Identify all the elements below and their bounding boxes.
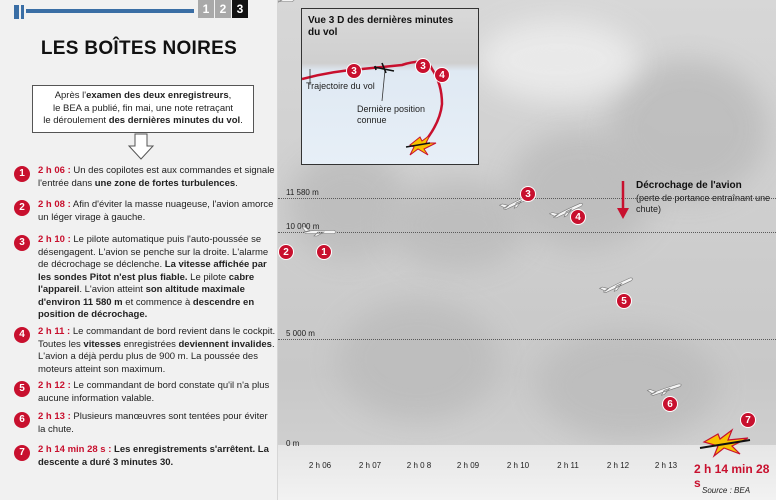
time-tick-label: 2 h 09 [456,461,480,470]
entry-text-part: enregistrées [120,338,179,350]
entry-text-part: Le pilote automatique puis l'auto-poussée se désengagent. L'avion se penche sur la droite. L'alarme de décrochage se déclenche. [38,234,269,270]
stall-sublabel: (perte de portance entraînant une chute) [636,193,771,214]
inset-title: Vue 3 D des dernières minutes du vol [308,15,454,38]
topbar-accent [14,5,19,19]
entry-text [38,234,276,322]
intro-text: . [240,115,243,126]
entry-text-part: . [235,177,238,189]
trajectory-label: Trajectoire du vol [306,81,375,91]
intro-text: le BEA a publié, fin mai, une note retraçant [52,102,234,114]
entry-text-part: Afin d'éviter la masse nuageuse, l'avion amorce un léger virage à gauche. [38,199,274,223]
plane-number-badge: 6 [662,396,678,412]
plane-icon [600,274,635,297]
entry-text [38,380,276,405]
intro-box [32,85,254,133]
plane-number-badge: 1 [316,244,332,260]
entry-time: 2 h 14 min 28 s : [38,444,112,455]
last-position-label: Dernière position connue [357,104,426,125]
timeline-entry [14,199,276,224]
altitude-label: 11 580 m [286,188,319,197]
entry-text-part: . L'avion a déjà perdu plus de 900 m. La poussée des moteurs atteint son maximum. [38,338,275,375]
time-tick-label: 2 h 0 8 [406,461,432,470]
intro-text: , [228,90,232,101]
chart-panel [278,0,776,500]
page-title: LES BOÎTES NOIRES [40,38,238,59]
plane-icon [278,0,294,4]
entry-number-badge: 7 [14,445,30,461]
entry-text [38,326,276,376]
left-panel [0,0,278,500]
entry-text-part: Le commandant de bord constate qu'il n'a plus aucune information valable. [38,380,270,404]
altitude-label: 0 m [286,439,300,448]
entry-text-bold: descendre en position de décrochage. [38,296,255,320]
entry-text [38,165,276,190]
entry-text-bold: La vitesse affichée par les sondes Pitot n'est plus fiable. [38,259,267,283]
entry-text-part: et commence à [122,296,193,308]
time-tick-label: 2 h 10 [506,461,530,470]
plane-number-badge: 5 [616,293,632,309]
timeline-entry [14,234,276,322]
intro-text: Après l' [54,90,87,101]
plane-number-badge: 3 [520,186,536,202]
intro-text-bold: des dernières minutes du vol [108,115,241,126]
crash-explosion-icon [698,428,758,458]
entry-text-part: Plusieurs manœuvres sont tentées pour éviter la chute. [38,411,268,435]
entry-text-bold: vitesses [83,338,121,350]
entry-number-badge: 6 [14,412,30,428]
inset-marker: 3 [415,58,431,74]
entry-text-part: Le commandant de bord revient dans le cockpit. Toutes les [38,326,276,350]
entry-text [38,199,276,224]
inset-marker: 4 [434,67,450,83]
entry-time: 2 h 13 : [38,411,71,422]
entry-time: 2 h 06 : [38,165,71,176]
time-tick-label: 2 h 11 [557,461,579,470]
entry-text [38,444,276,469]
time-tick-label: 2 h 07 [358,461,382,470]
entry-number-badge: 5 [14,381,30,397]
plane-number-badge: 4 [570,209,586,225]
timeline-entry [14,380,276,405]
page-button-3[interactable]: 3 [232,0,248,18]
time-tick-label: 2 h 13 [654,461,678,470]
intro-text: le déroulement [43,115,109,126]
source-credit: Source : BEA [702,486,751,495]
intro-text-bold: examen des deux enregistreurs [86,90,229,101]
altitude-label: 5 000 m [286,329,315,338]
topbar-line [26,9,194,13]
entry-time: 2 h 08 : [38,199,71,210]
entry-text-part: Un des copilotes est aux commandes et signale l'entrée dans [38,165,275,189]
stall-label: Décrochage de l'avion [636,180,742,191]
final-time: 2 h 14 min 28 s [694,462,770,490]
plane-number-badge: 7 [740,412,756,428]
entry-number-badge: 1 [14,166,30,182]
altitude-label: 10 000 m [286,222,320,231]
plane-number-badge: 2 [278,244,294,260]
timeline-entry [14,326,276,376]
plane-icon [647,380,682,399]
timeline-entry [14,444,276,469]
entry-time: 2 h 10 : [38,234,71,245]
entry-text-part: Le pilote [187,271,229,283]
page-button-2[interactable]: 2 [215,0,231,18]
entry-number-badge: 2 [14,200,30,216]
entry-text-part: . L'avion atteint [79,284,146,295]
time-tick-label: 2 h 12 [606,461,630,470]
stall-arrow-icon [616,180,630,220]
plane-icon [302,227,336,236]
page-button-1[interactable]: 1 [198,0,214,18]
topbar-accent-secondary [21,5,24,19]
timeline-entry [14,411,276,436]
inset-marker: 3 [346,63,362,79]
entry-text-bold: son altitude maximale d'environ 11 580 m [38,284,245,308]
entry-text-bold: une zone de fortes turbulences [94,177,236,189]
entry-time: 2 h 11 : [38,326,71,337]
timeline-entry [14,165,276,190]
entry-text-bold: Les enregistrements s'arrêtent. La descente a duré 3 minutes 30. [38,444,269,468]
entry-number-badge: 4 [14,327,30,343]
entry-text-bold: cabre l'appareil [38,271,255,295]
entry-text-bold: deviennent invalides [178,338,272,350]
inset-3d-view [301,8,479,165]
entry-number-badge: 3 [14,235,30,251]
entry-time: 2 h 12 : [38,380,71,391]
entry-text [38,411,276,436]
arrow-down-icon [127,133,155,161]
time-tick-label: 2 h 06 [308,461,332,470]
